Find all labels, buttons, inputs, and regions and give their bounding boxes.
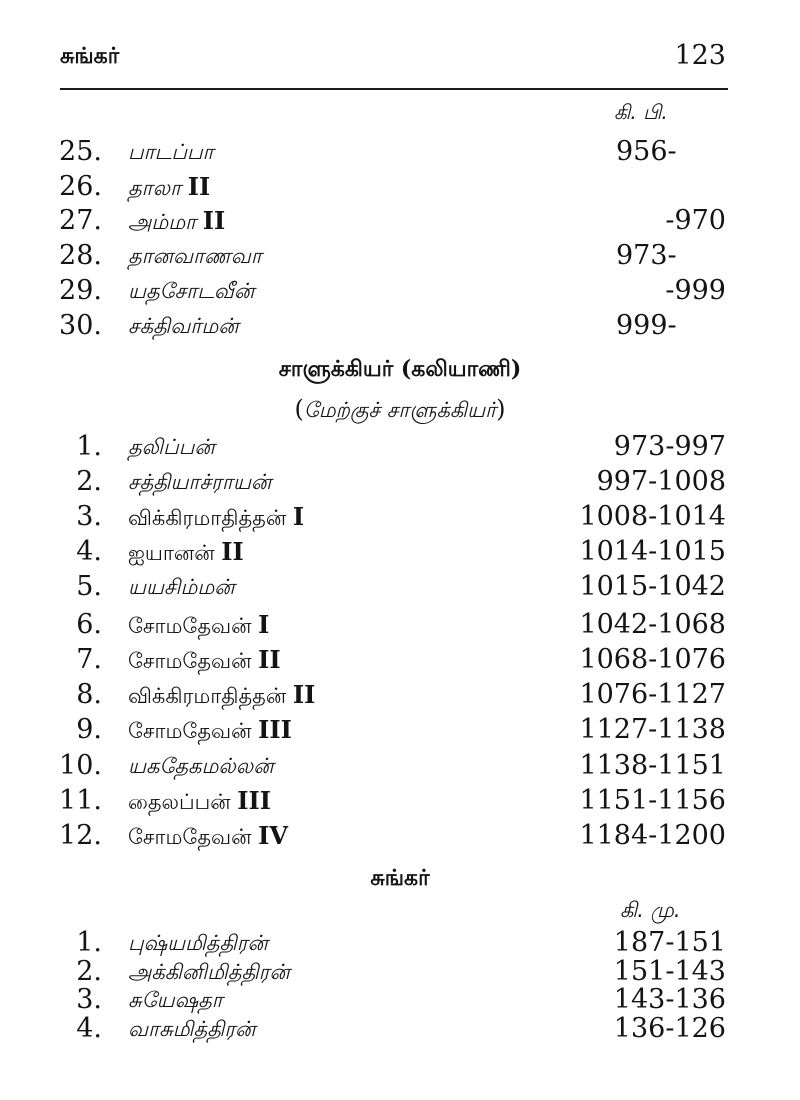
ruler-name	[128, 500, 304, 535]
list-item	[0, 430, 800, 464]
ruler-name-text: தலிப்பன்	[128, 435, 215, 459]
ruler-name	[128, 274, 254, 308]
reign-dates: -970	[665, 205, 726, 236]
entry-number: 5.	[76, 571, 102, 602]
entry-number: 6.	[76, 609, 102, 640]
list-item	[0, 643, 800, 677]
reign-dates: 1127-1138	[579, 714, 726, 745]
ruler-name-text: வாசுமித்திரன்	[128, 1017, 256, 1041]
ruler-name	[128, 570, 235, 604]
list-item	[0, 309, 800, 343]
list-item	[0, 713, 800, 747]
entry-number: 2.	[76, 956, 102, 987]
reign-dates: 1014-1015	[579, 536, 726, 567]
entry-number: 12.	[59, 820, 102, 851]
reign-dates: 1008-1014	[579, 501, 726, 532]
ruler-name-text: சத்தியாச்ராயன்	[128, 470, 272, 494]
entry-number: 8.	[76, 679, 102, 710]
ruler-name-text: புஷ்யமித்திரன்	[128, 931, 268, 955]
list-item	[0, 678, 800, 712]
ruler-name-text: தாலா	[128, 176, 182, 200]
reign-dates: 973-997	[613, 431, 726, 462]
entry-number: 30.	[59, 310, 102, 341]
ruler-name-text: விக்கிரமாதித்தன்	[128, 506, 287, 530]
reign-dates: 1076-1127	[579, 679, 726, 710]
regnal-numeral: II	[187, 172, 211, 201]
ruler-name	[128, 678, 315, 713]
reign-dates: 143-136	[613, 984, 726, 1015]
regnal-numeral: II	[221, 537, 244, 566]
ruler-name	[128, 1012, 256, 1046]
regnal-numeral: I	[258, 610, 270, 639]
regnal-numeral: III	[237, 786, 271, 815]
entry-number: 2.	[76, 466, 102, 497]
list-item	[0, 500, 800, 534]
ruler-name	[128, 465, 271, 499]
ruler-name	[128, 643, 281, 678]
entry-number: 1.	[76, 431, 102, 462]
entry-number: 4.	[76, 1013, 102, 1044]
reign-dates: 973-	[616, 240, 677, 271]
list-item	[0, 135, 800, 169]
ruler-name-text: தானவாணவா	[128, 244, 262, 268]
section-heading-sunga: சுங்கர்	[370, 866, 430, 891]
ruler-name	[128, 170, 210, 205]
list-item	[0, 465, 800, 499]
list-item	[0, 239, 800, 273]
reign-dates: 1042-1068	[579, 609, 726, 640]
ruler-name-text: விக்கிரமாதித்தன்	[128, 684, 287, 708]
ruler-name	[128, 430, 215, 464]
ruler-name-text: தைலப்பன்	[128, 790, 231, 814]
ruler-name-text: ஐயானன்	[128, 541, 215, 565]
reign-dates: 1015-1042	[579, 571, 726, 602]
ruler-name	[128, 819, 288, 854]
list-item	[0, 819, 800, 853]
ruler-name	[128, 535, 244, 570]
entry-number: 9.	[76, 714, 102, 745]
ruler-name-text: யயசிம்மன்	[128, 575, 235, 599]
entry-number: 3.	[76, 501, 102, 532]
ruler-name	[128, 204, 225, 239]
section-subheading-chalukya	[0, 395, 800, 425]
regnal-numeral: IV	[258, 821, 289, 850]
list-item	[0, 570, 800, 604]
ruler-name-text: சோமதேவன்	[128, 649, 252, 673]
reign-dates: 1138-1151	[579, 750, 726, 781]
reign-dates: 136-126	[613, 1013, 726, 1044]
list-item	[0, 1012, 800, 1046]
regnal-numeral: II	[202, 206, 226, 235]
list-item	[0, 608, 800, 642]
running-title: சுங்கர்	[60, 44, 120, 69]
entry-number: 1.	[76, 927, 102, 958]
close-paren: )	[496, 395, 506, 423]
reign-dates: 999-	[616, 310, 677, 341]
list-item	[0, 784, 800, 818]
ruler-name-text: யதசோடவீன்	[128, 279, 255, 303]
entry-number: 25.	[59, 136, 102, 167]
ruler-name-text: யகதேகமல்லன்	[128, 754, 274, 778]
page-number: 123	[674, 40, 726, 71]
ruler-name	[128, 309, 239, 343]
reign-dates: 997-1008	[596, 466, 726, 497]
era-label-ce: கி. பி.	[614, 100, 668, 124]
list-item	[0, 535, 800, 569]
ruler-name	[128, 135, 214, 169]
ruler-name	[128, 784, 271, 819]
reign-dates: 151-143	[613, 956, 726, 987]
section-title-text: சாளுக்கியர்	[278, 357, 394, 382]
entry-number: 7.	[76, 644, 102, 675]
reign-dates: 956-	[616, 136, 677, 167]
list-item	[0, 274, 800, 308]
ruler-name-text: சுயேஷதா	[128, 988, 223, 1012]
ruler-name-text: அக்கினிமித்திரன்	[128, 960, 290, 984]
reign-dates: -999	[665, 275, 726, 306]
open-paren: (	[294, 395, 304, 423]
ruler-name	[128, 749, 274, 783]
reign-dates: 1184-1200	[579, 820, 726, 851]
ruler-name-text: அம்மா	[128, 210, 197, 234]
ruler-name	[128, 608, 269, 643]
list-item	[0, 170, 800, 204]
section-subtitle-text: மேற்குச் சாளுக்கியர்	[303, 398, 497, 422]
entry-number: 29.	[59, 275, 102, 306]
section-heading-chalukya	[0, 356, 800, 385]
reign-dates: 1068-1076	[579, 644, 726, 675]
ruler-name	[128, 713, 292, 748]
era-label-bce: கி. மு.	[620, 898, 681, 922]
ruler-name-text: சக்திவர்மன்	[128, 314, 239, 338]
entry-number: 28.	[59, 240, 102, 271]
regnal-numeral: II	[292, 680, 316, 709]
regnal-numeral: I	[292, 502, 305, 531]
entry-number: 10.	[59, 750, 102, 781]
ruler-name-text: சோமதேவன்	[128, 614, 252, 638]
regnal-numeral: III	[258, 715, 292, 744]
reign-dates: 1151-1156	[579, 785, 726, 816]
entry-number: 27.	[59, 205, 102, 236]
reign-dates: 187-151	[613, 927, 726, 958]
ruler-name-text: பாடப்பா	[128, 140, 214, 164]
entry-number: 11.	[59, 785, 102, 816]
entry-number: 4.	[76, 536, 102, 567]
section-title-paren: (கலியாணி)	[400, 356, 522, 382]
regnal-numeral: II	[258, 645, 281, 674]
ruler-name-text: சோமதேவன்	[128, 825, 252, 849]
ruler-name	[128, 239, 262, 273]
list-item	[0, 749, 800, 783]
entry-number: 3.	[76, 984, 102, 1015]
entry-number: 26.	[59, 171, 102, 202]
header-rule	[60, 88, 728, 90]
list-item	[0, 204, 800, 238]
ruler-name-text: சோமதேவன்	[128, 719, 252, 743]
